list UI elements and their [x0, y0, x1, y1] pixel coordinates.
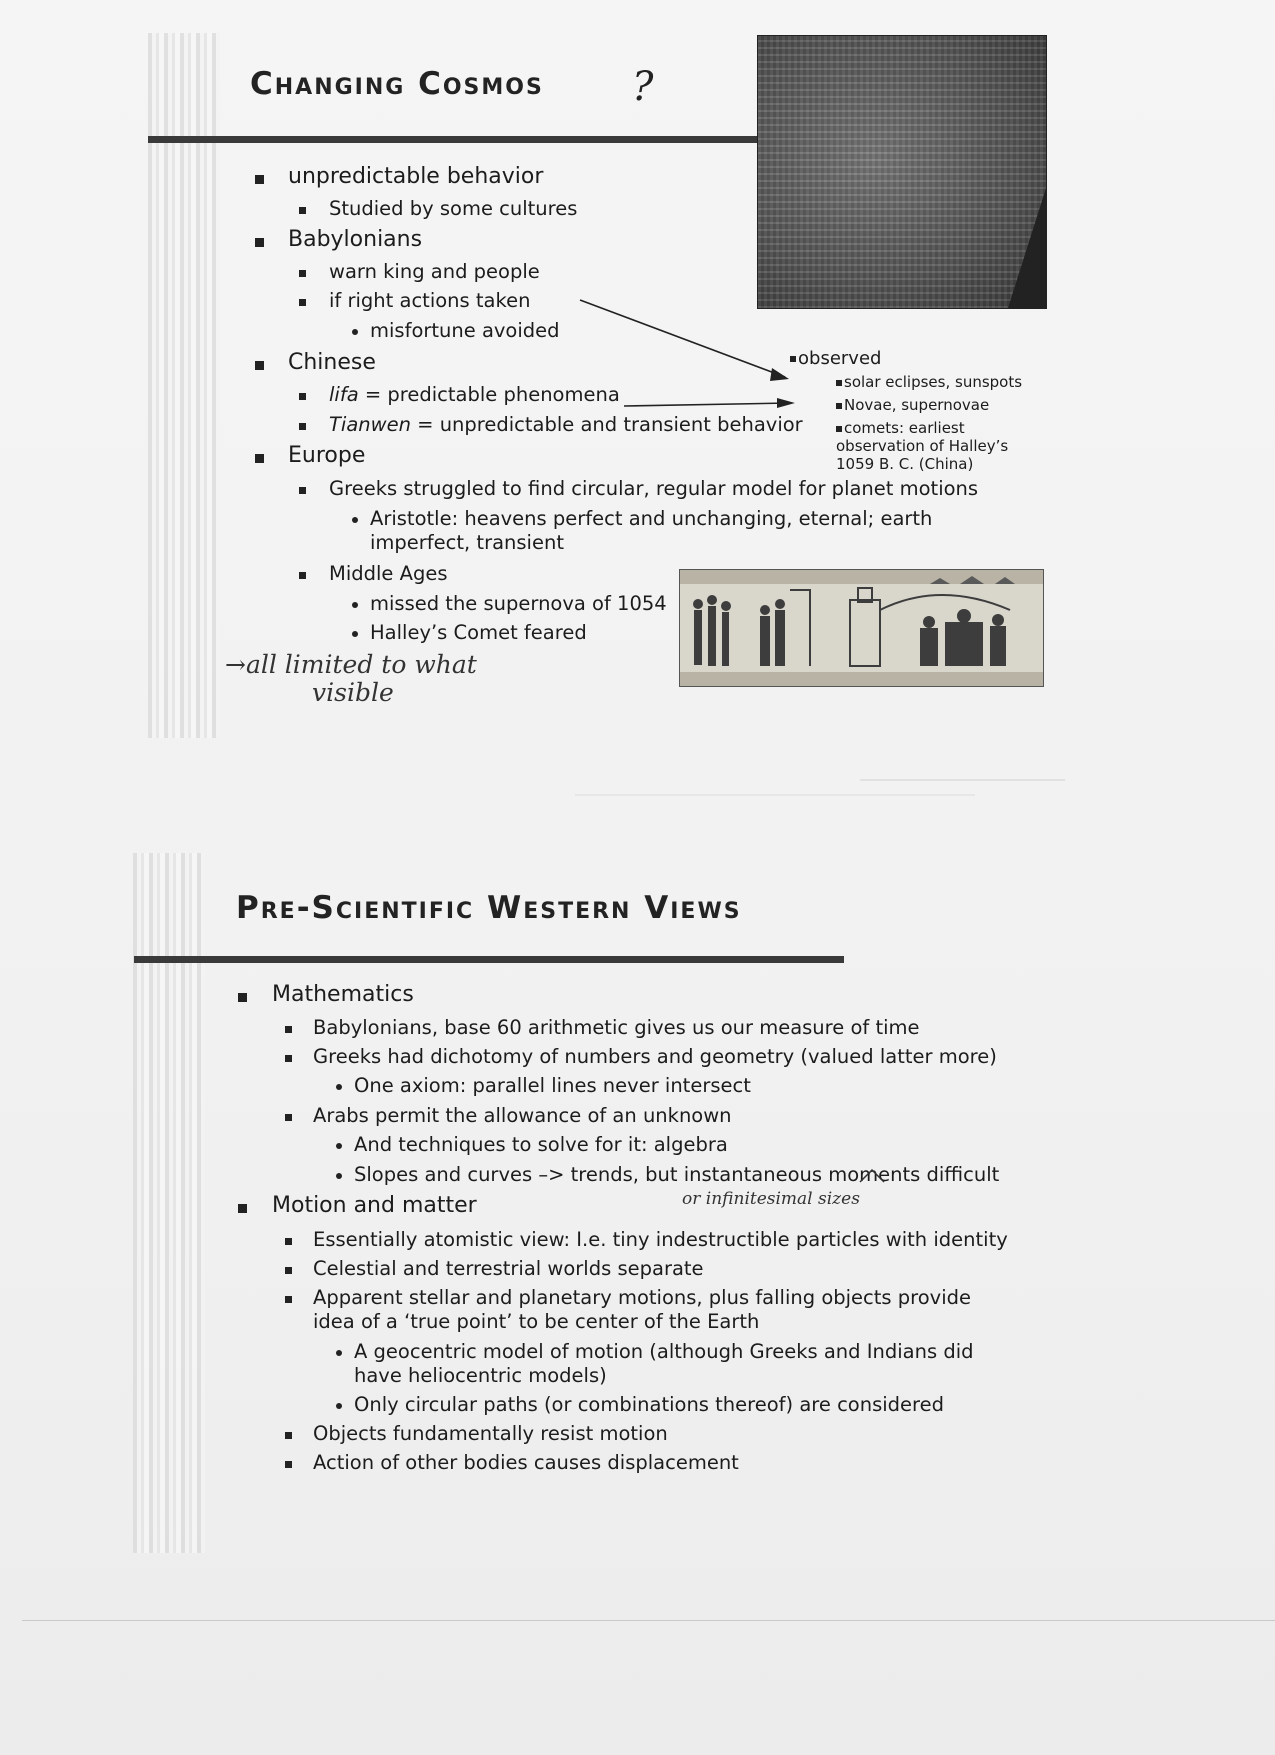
bullet-square-icon: [299, 487, 306, 494]
bullet-dot-icon: [336, 1084, 342, 1090]
term-tianwen: Tianwen: [329, 413, 411, 436]
note-novae-text: Novae, supernovae: [844, 396, 990, 414]
slide1-title: Changing Cosmos: [250, 66, 544, 102]
bullet-atomistic: Essentially atomistic view: I.e. tiny indestructible particles with identity: [313, 1228, 1008, 1251]
bullet-lifa-text: = predictable phenomena: [364, 383, 620, 406]
cuneiform-tablet-image: [757, 35, 1047, 309]
bullet-dot-icon: [336, 1403, 342, 1409]
bullet-slopes-curves: Slopes and curves –> trends, but instantaneous moments difficult: [354, 1163, 1000, 1186]
bullet-apparent-motions-cont: idea of a ‘true point’ to be center of the Earth: [313, 1310, 760, 1333]
bullet-dot-icon: [352, 329, 358, 335]
slide2-title-rule: [134, 956, 844, 963]
bullet-square-icon: [285, 1267, 292, 1274]
bullet-supernova-1054: missed the supernova of 1054: [370, 592, 667, 615]
bullet-square-icon: [285, 1461, 292, 1468]
bullet-circular-paths: Only circular paths (or combinations thereof) are considered: [354, 1393, 945, 1416]
bullet-greeks-dichotomy: Greeks had dichotomy of numbers and geometry (valued latter more): [313, 1045, 997, 1068]
handwritten-note-limited: →all limited to what: [225, 650, 477, 679]
page-bottom-edge: [22, 1620, 1275, 1621]
bullet-square-icon: [299, 299, 306, 306]
note-comets: [836, 419, 965, 437]
bullet-square-icon: [299, 270, 306, 277]
bullet-mathematics: Mathematics: [272, 982, 414, 1007]
bullet-dot-icon: [336, 1350, 342, 1356]
bullet-parallel-lines: One axiom: parallel lines never intersect: [354, 1074, 751, 1097]
bullet-dot-icon: [352, 602, 358, 608]
slide2-title: Pre-Scientific Western Views: [236, 890, 742, 926]
bullet-tianwen: [329, 413, 803, 436]
note-bullet-icon: [836, 403, 842, 409]
handwritten-note-visible: visible: [312, 678, 394, 707]
bullet-square-icon: [238, 1204, 247, 1213]
term-lifa: lifa: [329, 383, 359, 406]
slide1-title-rule: [148, 136, 758, 143]
note-comets-text: comets: earliest: [844, 419, 965, 437]
bullet-if-right-actions: if right actions taken: [329, 289, 531, 312]
bullet-square-icon: [255, 361, 264, 370]
bullet-square-icon: [299, 207, 306, 214]
bullet-dot-icon: [352, 517, 358, 523]
note-bullet-icon: [836, 380, 842, 386]
bullet-tianwen-text: = unpredictable and transient behavior: [417, 413, 803, 436]
note-comets-line2: observation of Halley’s: [836, 437, 1009, 455]
tapestry-drawing: [680, 570, 1043, 686]
note-observed: [790, 348, 881, 369]
bullet-unpredictable-behavior: unpredictable behavior: [288, 164, 544, 189]
bullet-europe: Europe: [288, 443, 366, 468]
bullet-displacement: Action of other bodies causes displacement: [313, 1451, 739, 1474]
handwritten-insert-infinitesimal: or infinitesimal sizes: [682, 1189, 860, 1209]
bullet-square-icon: [285, 1432, 292, 1439]
bullet-resist-motion: Objects fundamentally resist motion: [313, 1422, 668, 1445]
bullet-square-icon: [299, 572, 306, 579]
bullet-misfortune-avoided: misfortune avoided: [370, 319, 560, 342]
tablet-shadow-corner: [1008, 188, 1046, 308]
note-novae: [836, 396, 989, 414]
bullet-chinese: Chinese: [288, 350, 376, 375]
bullet-square-icon: [255, 454, 264, 463]
bullet-square-icon: [285, 1026, 292, 1033]
note-bullet-icon: [836, 426, 842, 432]
bullet-base-60: Babylonians, base 60 arithmetic gives us our measure of time: [313, 1016, 920, 1039]
bullet-dot-icon: [336, 1143, 342, 1149]
bullet-square-icon: [285, 1238, 292, 1245]
bullet-geocentric: A geocentric model of motion (although Greeks and Indians did: [354, 1340, 974, 1363]
note-bullet-icon: [790, 356, 796, 362]
bullet-aristotle-cont: imperfect, transient: [370, 531, 564, 554]
bullet-square-icon: [255, 238, 264, 247]
bullet-halleys-comet: Halley’s Comet feared: [370, 621, 587, 644]
note-solar-text: solar eclipses, sunspots: [844, 373, 1023, 391]
note-observed-text: observed: [798, 348, 882, 369]
bullet-greeks-struggled: Greeks struggled to find circular, regular model for planet motions: [329, 477, 979, 500]
bullet-square-icon: [285, 1296, 292, 1303]
note-solar: [836, 373, 1022, 391]
bullet-square-icon: [238, 993, 247, 1002]
note-comets-line3: 1059 B. C. (China): [836, 455, 974, 473]
slide1-handwritten-question-mark: ?: [632, 64, 654, 110]
bullet-dot-icon: [336, 1173, 342, 1179]
bullet-studied-by-some-cultures: Studied by some cultures: [329, 197, 578, 220]
bullet-square-icon: [285, 1114, 292, 1121]
bullet-square-icon: [299, 423, 306, 430]
bullet-celestial-terrestrial: Celestial and terrestrial worlds separate: [313, 1257, 704, 1280]
bullet-square-icon: [255, 175, 264, 184]
bullet-apparent-motions: Apparent stellar and planetary motions, plus falling objects provide: [313, 1286, 972, 1309]
bullet-algebra: And techniques to solve for it: algebra: [354, 1133, 728, 1156]
bullet-warn-king: warn king and people: [329, 260, 540, 283]
bullet-square-icon: [285, 1055, 292, 1062]
bullet-babylonians: Babylonians: [288, 227, 423, 252]
bullet-arabs-unknown: Arabs permit the allowance of an unknown: [313, 1104, 732, 1127]
bullet-square-icon: [299, 393, 306, 400]
bullet-middle-ages: Middle Ages: [329, 562, 448, 585]
bullet-lifa: [329, 383, 620, 406]
bullet-motion-matter: Motion and matter: [272, 1193, 477, 1218]
bullet-dot-icon: [352, 631, 358, 637]
bayeux-tapestry-image: [679, 569, 1044, 687]
bullet-geocentric-cont: have heliocentric models): [354, 1364, 607, 1387]
bullet-aristotle: Aristotle: heavens perfect and unchanging, eternal; earth: [370, 507, 933, 530]
